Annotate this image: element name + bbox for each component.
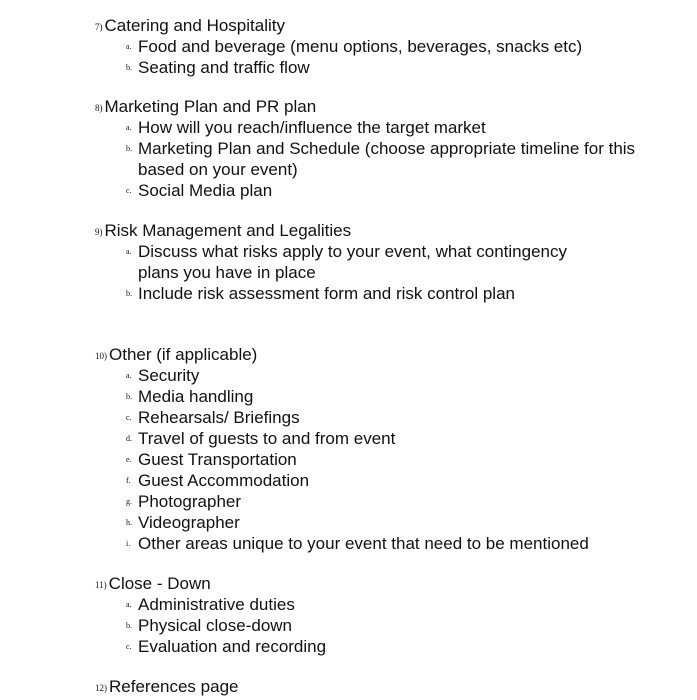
sub-item-list <box>0 36 697 78</box>
item-text: Seating and traffic flow <box>138 58 310 77</box>
item-marker: b. <box>126 63 132 72</box>
item-text: Social Media plan <box>138 181 273 200</box>
list-item <box>0 36 658 57</box>
section-heading <box>0 220 697 241</box>
item-text: Evaluation and recording <box>138 637 327 656</box>
item-marker: c. <box>126 413 132 422</box>
sub-item-list <box>0 365 697 554</box>
section-number: 11) <box>95 580 107 590</box>
item-text: Media handling <box>138 387 254 406</box>
item-marker: e. <box>126 455 132 464</box>
section-close-down <box>0 573 697 657</box>
list-item <box>0 533 658 554</box>
section-title: Marketing Plan and PR plan <box>104 97 317 116</box>
list-item <box>0 180 658 201</box>
item-text: Security <box>138 366 200 385</box>
item-text: Include risk assessment form and risk control plan <box>138 284 515 303</box>
sub-item-list <box>0 117 697 201</box>
list-item <box>0 138 658 180</box>
section-title: Risk Management and Legalities <box>104 221 352 240</box>
item-text: Discuss what risks apply to your event, what contingency plans you have in place <box>138 242 567 282</box>
section-title: References page <box>109 677 239 696</box>
item-text: Rehearsals/ Briefings <box>138 408 300 427</box>
list-item <box>0 512 658 533</box>
item-text: Administrative duties <box>138 595 295 614</box>
list-item <box>0 636 658 657</box>
section-number: 10) <box>95 351 107 361</box>
item-marker: a. <box>126 600 132 609</box>
list-item <box>0 283 658 304</box>
section-number: 9) <box>95 227 103 237</box>
item-text: How will you reach/influence the target market <box>138 118 486 137</box>
list-item <box>0 117 658 138</box>
item-marker: i. <box>126 539 131 548</box>
item-text: Photographer <box>138 492 242 511</box>
item-marker: b. <box>126 289 132 298</box>
list-item <box>0 57 658 78</box>
item-marker: b. <box>126 392 132 401</box>
list-item <box>0 407 658 428</box>
item-text: Travel of guests to and from event <box>138 429 396 448</box>
section-heading <box>0 573 697 594</box>
list-item <box>0 428 658 449</box>
section-risk <box>0 220 697 304</box>
sub-item-list <box>0 241 697 304</box>
item-marker: b. <box>126 621 132 630</box>
item-text: Videographer <box>138 513 240 532</box>
section-number: 8) <box>95 103 103 113</box>
section-number: 12) <box>95 683 107 693</box>
item-marker: b. <box>126 144 132 153</box>
item-text: Guest Accommodation <box>138 471 310 490</box>
item-marker: g. <box>126 497 132 506</box>
item-marker: a. <box>126 247 132 256</box>
item-text: Physical close-down <box>138 616 293 635</box>
list-item <box>0 241 598 283</box>
section-references <box>0 676 697 697</box>
list-item <box>0 470 658 491</box>
section-heading <box>0 15 697 36</box>
section-other <box>0 344 697 554</box>
section-title: Catering and Hospitality <box>104 16 285 35</box>
sub-item-list <box>0 594 697 657</box>
item-marker: c. <box>126 642 132 651</box>
item-marker: a. <box>126 123 132 132</box>
section-heading <box>0 344 697 365</box>
item-text: Food and beverage (menu options, beverages, snacks etc) <box>138 37 583 56</box>
list-item <box>0 365 658 386</box>
list-item <box>0 615 658 636</box>
section-heading <box>0 676 697 697</box>
section-number: 7) <box>95 22 103 32</box>
item-marker: f. <box>126 476 131 485</box>
item-text: Other areas unique to your event that need to be mentioned <box>138 534 589 553</box>
item-marker: c. <box>126 186 132 195</box>
section-catering <box>0 15 697 78</box>
list-item <box>0 594 658 615</box>
list-item <box>0 449 658 470</box>
item-marker: a. <box>126 42 132 51</box>
section-marketing <box>0 96 697 201</box>
list-item <box>0 386 658 407</box>
item-text: Marketing Plan and Schedule (choose appropriate timeline for this based on your event) <box>138 139 636 179</box>
item-marker: h. <box>126 518 132 527</box>
list-item <box>0 491 658 512</box>
section-heading <box>0 96 697 117</box>
item-marker: a. <box>126 371 132 380</box>
section-title: Close - Down <box>108 574 211 593</box>
item-marker: d. <box>126 434 132 443</box>
section-title: Other (if applicable) <box>109 345 258 364</box>
item-text: Guest Transportation <box>138 450 297 469</box>
